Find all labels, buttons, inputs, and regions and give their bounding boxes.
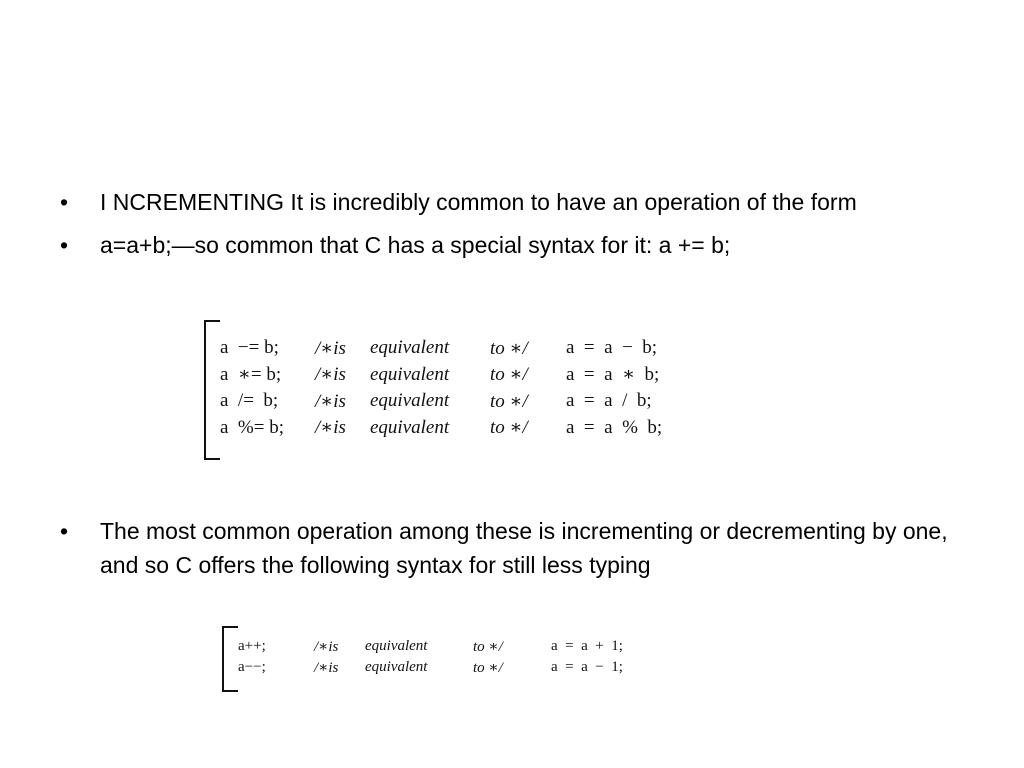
statement: a++;: [238, 638, 266, 654]
comment-word: equivalent: [365, 638, 428, 654]
comment-word: equivalent: [370, 390, 450, 412]
comment-word: equivalent: [370, 416, 450, 438]
equivalent-statement: a = a ∗ b;: [566, 364, 660, 386]
bullet-syntax: [60, 228, 960, 262]
comment-open: /∗is: [314, 639, 339, 655]
code-row: [220, 388, 662, 415]
comment-close: to ∗/: [490, 364, 528, 386]
comment-word: equivalent: [370, 363, 450, 385]
equivalent-statement: a = a − b;: [566, 337, 658, 359]
compound-assignment-table: [220, 335, 662, 441]
equivalent-statement: a = a / b;: [566, 390, 652, 412]
statement: a %= b;: [220, 416, 285, 438]
comment-open: /∗is: [315, 417, 346, 439]
bullet-most-common: [60, 514, 960, 582]
comment-close: to ∗/: [490, 337, 528, 359]
bullet-text: The most common operation among these is incrementing or decrementing by one, and so C offers the following syntax for still less typing: [100, 518, 948, 578]
statement: a −= b;: [220, 337, 279, 359]
comment-word: equivalent: [370, 337, 450, 359]
code-row: [238, 657, 623, 678]
increment-block: [222, 626, 682, 692]
left-bracket: [222, 626, 238, 692]
comment-open: /∗is: [314, 660, 339, 676]
bullet-text: a=a+b;—so common that C has a special syntax for it: a += b;: [100, 232, 731, 258]
code-row: [220, 362, 662, 389]
comment-close: to ∗/: [490, 417, 528, 439]
code-row: [220, 415, 662, 442]
statement: a−−;: [238, 659, 266, 675]
bullet-text: I NCREMENTING It is incredibly common to have an operation of the form: [100, 189, 857, 215]
compound-assignment-block: [204, 320, 724, 460]
comment-close: to ∗/: [490, 390, 528, 412]
code-row: [220, 335, 662, 362]
comment-open: /∗is: [315, 390, 346, 412]
comment-close: to ∗/: [473, 639, 503, 655]
statement: a /= b;: [220, 390, 279, 412]
comment-open: /∗is: [315, 364, 346, 386]
bullet-marker: •: [60, 232, 69, 258]
equivalent-statement: a = a % b;: [566, 416, 663, 438]
comment-word: equivalent: [365, 659, 428, 675]
code-row: [238, 636, 623, 657]
bullet-incrementing: [60, 185, 960, 219]
statement: a ∗= b;: [220, 364, 282, 386]
increment-table: [238, 636, 623, 678]
equivalent-statement: a = a − 1;: [551, 659, 623, 675]
left-bracket: [204, 320, 220, 460]
bullet-marker: •: [60, 518, 69, 544]
equivalent-statement: a = a + 1;: [551, 638, 623, 654]
comment-open: /∗is: [315, 337, 346, 359]
comment-close: to ∗/: [473, 660, 503, 676]
bullet-marker: •: [60, 189, 69, 215]
